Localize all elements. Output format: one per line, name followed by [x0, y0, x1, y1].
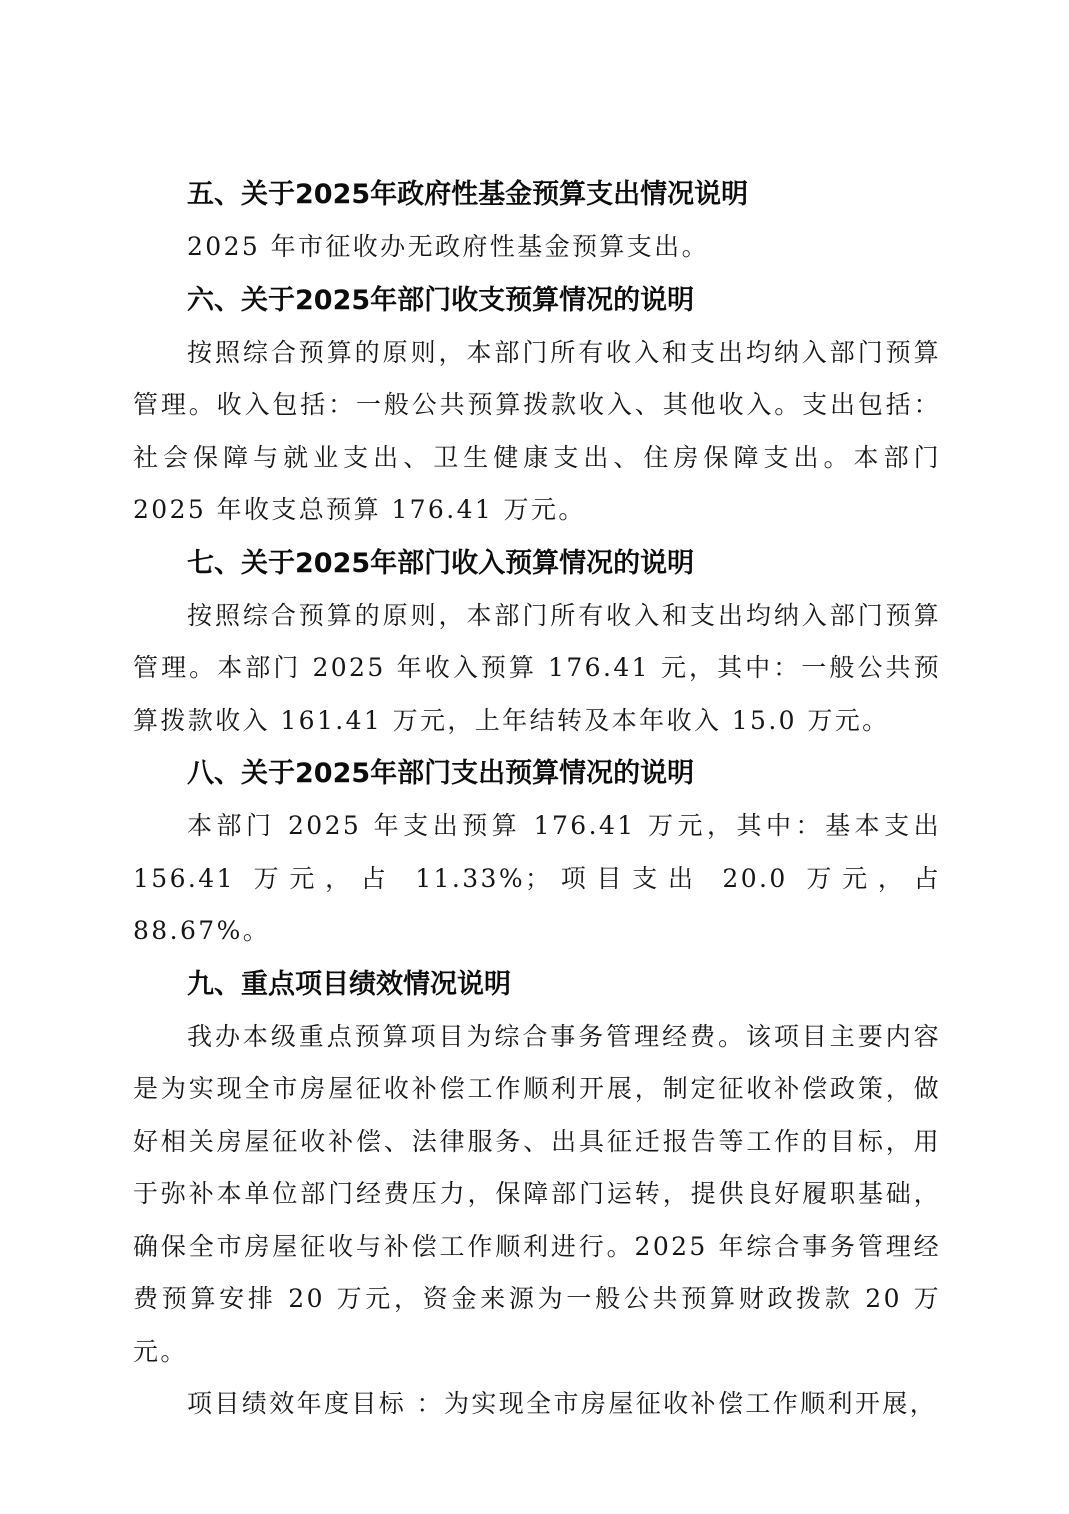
section-heading-8: 八、关于2025年部门支出预算情况的说明	[187, 758, 695, 789]
section-8-paragraph: 本部门 2025 年支出预算 176.41 万元，其中：基本支出 156.41 万元，占 11.33%；项目支出 20.0 万元，占 88.67%。	[133, 811, 941, 945]
section-9-paragraph-1: 我办本级重点预算项目为综合事务管理经费。该项目主要内容是为实现全市房屋征收补偿工作顺利开展，制定征收补偿政策，做好相关房屋征收补偿、法律服务、出具征迁报告等工作的目标，用于弥补本单位部门经费压力，保障部门运转，提供良好履职基础，确保全市房屋征收与补偿工作顺利进行。2025 年综合事务管理经费预算安排 20 万元，资金来源为一般公共预算财政拨款 20 万元。	[133, 1021, 941, 1366]
document-body	[133, 168, 941, 1431]
section-9-paragraph-2: 项目绩效年度目标 ：为实现全市房屋征收补偿工作顺利开展，	[187, 1389, 938, 1418]
section-6-paragraph: 按照综合预算的原则，本部门所有收入和支出均纳入部门预算管理。收入包括：一般公共预算拨款收入、其他收入。支出包括：社会保障与就业支出、卫生健康支出、住房保障支出。本部门 2025 年收支总预算 176.41 万元。	[133, 337, 941, 524]
section-heading-7: 七、关于2025年部门收入预算情况的说明	[187, 547, 695, 579]
section-heading-9: 九、重点项目绩效情况说明	[187, 968, 511, 1000]
section-7-paragraph: 按照综合预算的原则，本部门所有收入和支出均纳入部门预算管理。本部门 2025 年收入预算 176.41 元，其中：一般公共预算拨款收入 161.41 万元，上年结转及本年收入 15.0 万元。	[133, 600, 941, 735]
section-heading-6: 六、关于2025年部门收支预算情况的说明	[187, 284, 695, 316]
section-heading-5: 五、关于2025年政府性基金预算支出情况说明	[187, 179, 749, 210]
section-5-paragraph: 2025 年市征收办无政府性基金预算支出。	[187, 232, 709, 261]
